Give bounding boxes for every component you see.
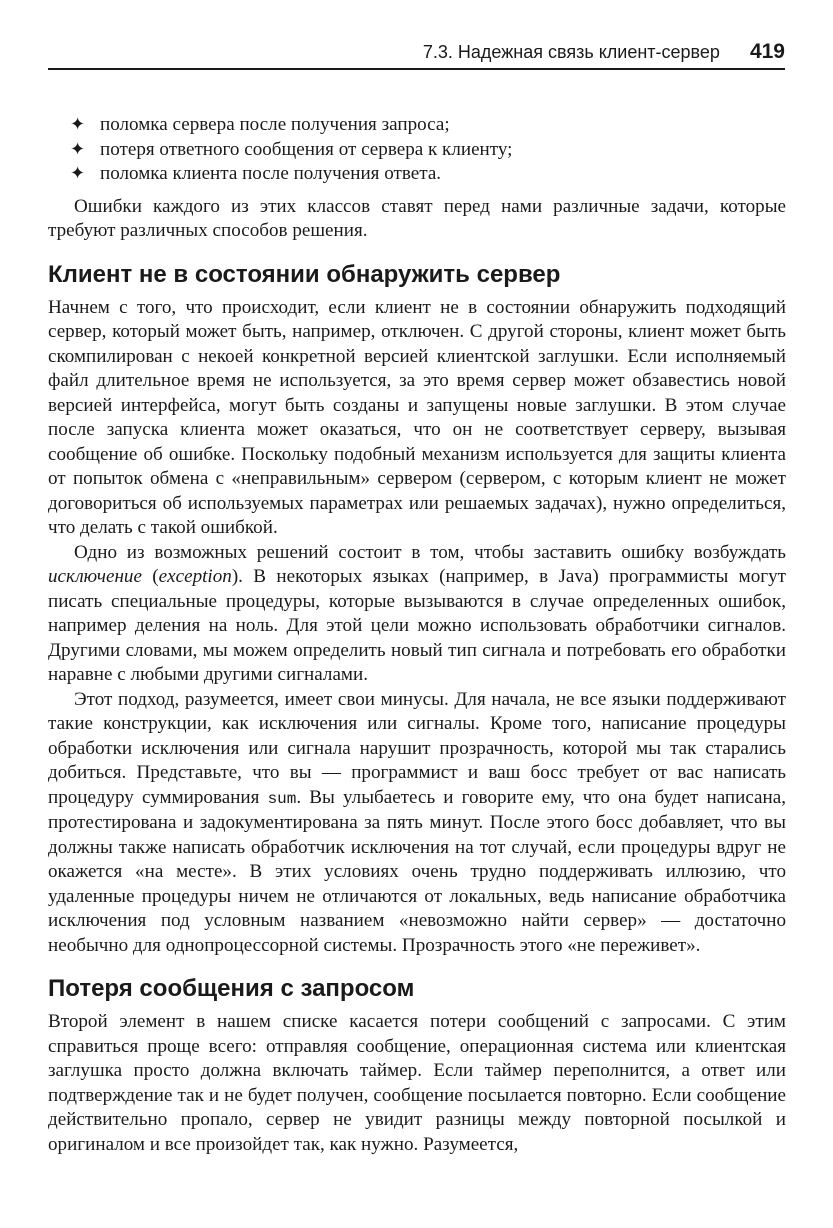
page-number: 419	[749, 40, 785, 63]
bullet-item: ✦ потеря ответного сообщения от сервера к клиенту;	[48, 138, 786, 163]
paragraph: Начнем с того, что происходит, если клиент не в состоянии обнаружить подходящий сервер, который может быть, например, отключен. С другой стороны, клиент может быть скомпилирован с некоей конкретной версией клиентской заглушки. Если исполняемый файл длительное время не используется, за это время сервер может обзавестись новой версией интерфейса, могут быть созданы и запущены новые заглушки. В этом случае после запуска клиента может оказаться, что он не соответствует серверу, вызывая сообщение об ошибке. Поскольку подобный механизм используется для защиты клиента от попыток обмена с «неправильным» сервером (сервером, с которым клиент не может договориться об используемых параметрах или решаемых задачах), нужно определиться, что делать с такой ошибкой.	[48, 296, 786, 538]
running-header-title: 7.3. Надежная связь клиент-сервер	[422, 41, 720, 62]
bullet-list	[48, 113, 786, 187]
four-point-star-bullet-icon: ✦	[70, 114, 86, 135]
inline-code: sum	[267, 789, 297, 808]
page-body	[48, 113, 786, 1157]
four-point-star-bullet-icon: ✦	[70, 138, 86, 160]
paragraph: Этот подход, разумеется, имеет свои минусы. Для начала, не все языки поддерживают такие конструкции, как исключения или сигналы. Кроме того, написание процедуры обработки исключения или сигнала нарушит прозрачность, которой мы так старались добиться. Представьте, что вы — программист и ваш босс требует от вас написать процедуру суммирования sum. Вы улыбаетесь и говорите ему, что она будет написана, протестирована и задокументирована за пять минут. После этого босс добавляет, что вы должны также написать обработчик исключения на тот случай, если процедуры вдруг не окажется «на месте». В этих условиях очень трудно поддерживать иллюзию, что удаленные процедуры ничем не отличаются от локальных, ведь написание обработчика исключения под условным названием «невозможно найти сервер» — достаточно необычно для однопроцессорной системы. Прозрачность этого «не переживет».	[48, 688, 786, 956]
intro-paragraph: Ошибки каждого из этих классов ставят перед нами различные задачи, которые требуют различных способов решения.	[48, 195, 786, 241]
emphasis-term-en: exception	[158, 566, 232, 587]
section-heading-server-not-found: Клиент не в состоянии обнаружить сервер	[48, 260, 561, 288]
section-heading-lost-request: Потеря сообщения с запросом	[48, 975, 415, 1002]
emphasis-term: исключение	[48, 566, 142, 587]
paragraph: Одно из возможных решений состоит в том, чтобы заставить ошибку возбуждать исключение (exception). В некоторых языках (например, в Java) программисты могут писать специальные процедуры, которые вызываются в случае определенных ошибок, например деления на ноль. Для этой цели можно использовать обработчики сигналов. Другими словами, мы можем определить новый тип сигнала и потребовать его обработки наравне с любыми другими сигналами.	[48, 541, 786, 685]
bullet-item: ✦ поломка сервера после получения запроса;	[48, 113, 786, 138]
four-point-star-bullet-icon: ✦	[70, 163, 86, 184]
bullet-item: ✦ поломка клиента после получения ответа.	[48, 162, 786, 187]
running-header	[48, 36, 785, 70]
paragraph: Второй элемент в нашем списке касается потери сообщений с запросами. С этим справиться проще всего: отправляя сообщение, операционная система или клиентская заглушка просто должна включать таймер. Если таймер переполнится, а ответ или подтверждение так и не будет получен, сообщение посылается повторно. Если сообщение действительно пропало, сервер не увидит разницы между повторной посылкой и оригиналом и все произойдет так, как нужно. Разумеется,	[48, 1011, 786, 1155]
